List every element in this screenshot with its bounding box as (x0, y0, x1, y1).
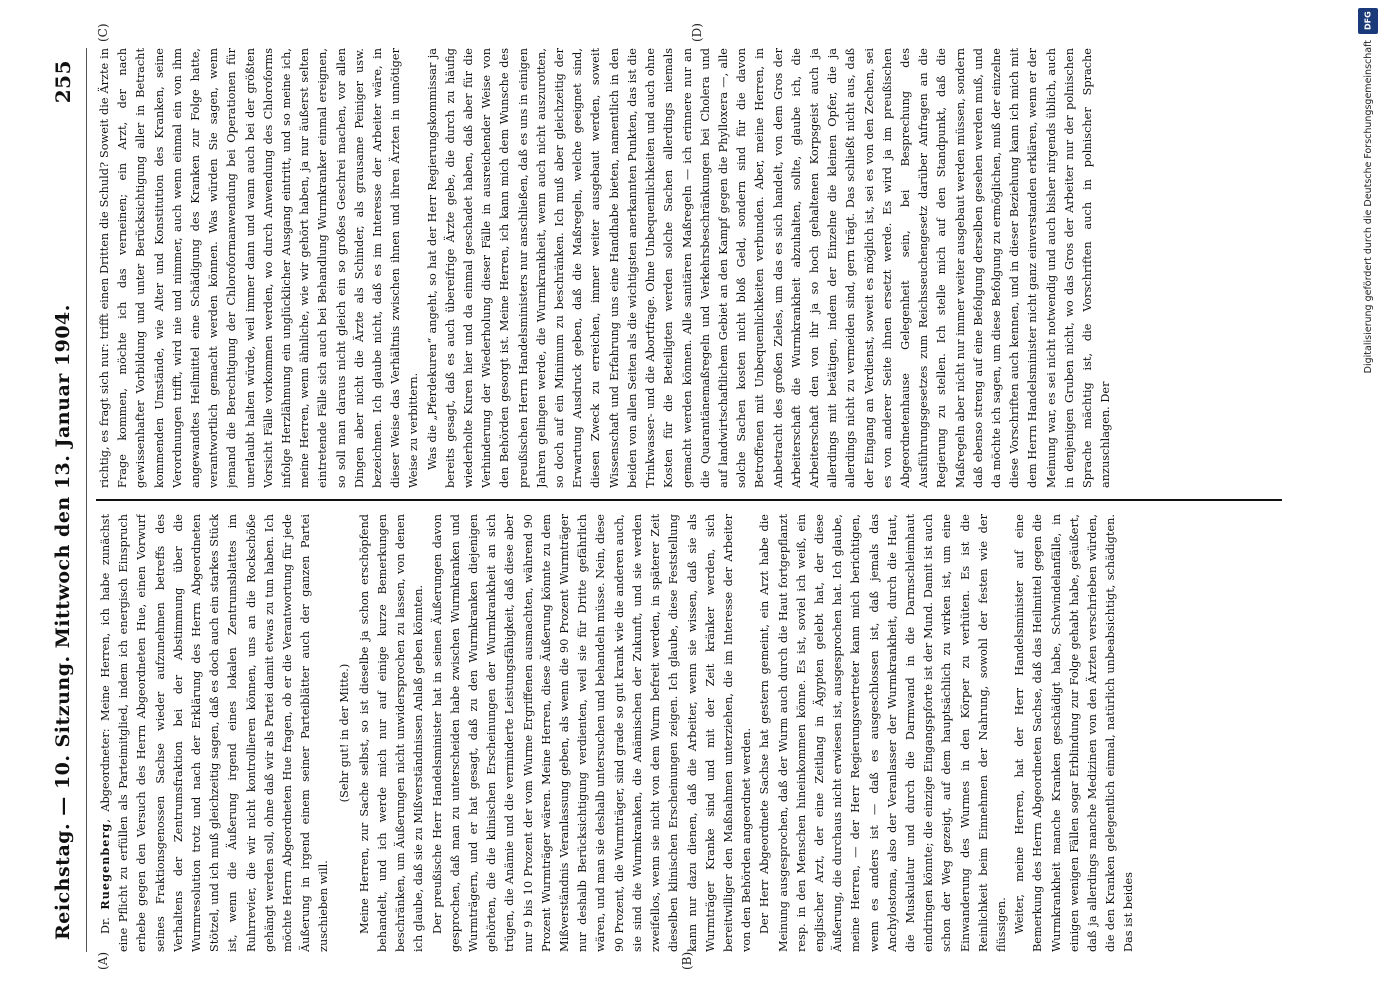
speaker-prefix: Dr. (99, 917, 112, 934)
paragraph: richtig, es fragt sich nur: trifft einen Dritten die Schuld? Soweit die Ärzte in Frage kommen, möchte ich das verneinen; ein Arzt, der nach gewissenhafter Vorbildung und unter Berücksichtigung aller in Betracht kommenden Umstände, wie Alter und Konstitution des Kranken, seine Verordnungen trifft, wird nie und nimmer, auch wenn einmal ein von ihm angewandtes Heilmittel eine Schädigung des Kranken zur Folge hatte, verantwortlich gemacht werden können. Was würden Sie sagen, wenn jemand die Berechtigung der Chloroformanwendung bei Operationen für unerlaubt halten würde, weil immer dann und wann auch bei der größten Vorsicht Fälle vorkommen werden, wo durch Anwendung des Chloroforms infolge Herzlähmung ein unglücklicher Ausgang eintritt, und so meine ich, meine Herren, wenn ähnliche, wie wir gehört haben, ja nur äußerst selten eintretende Fälle sich auch bei Behandlung Wurmkranker einmal ereignen, so soll man daraus nicht gleich ein so großes Geschrei machen, vor allen Dingen aber nicht die Ärzte als Schinder, als grausame Peiniger usw. bezeichnen. Ich glaube nicht, daß es im Interesse der Arbeiter wäre, in dieser Weise das Verhältnis zwischen ihnen und ihren Ärzten in unnötiger Weise zu verbittern. (98, 48, 421, 488)
credit-text: Digitalisierung gefördert durch die Deutsche Forschungsgemeinschaft (1362, 40, 1374, 374)
paragraph: Der Herr Abgeordnete Sachse hat gestern gemeint, ein Arzt habe die Meinung ausgesprochen, daß der Wurm auch durch die Haut fortgepflanzt resp. in den Menschen hineinkommen könne. Es ist, soviel ich weiß, ein englischer Arzt, der eine Zeitlang in Ägypten gelebt hat, der diese Äußerung, die durchaus nicht erwiesen ist, ausgesprochen hat. Ich glaube, meine Herren, — der Herr Regierungsvertreter kann mich berichtigen, wenn es anders ist — daß es ausgeschlossen ist, daß jemals das Anchylostoma, also der Veranlasser der Wurmkrankheit, durch die Haut, die Muskulatur und durch die Darmwand in die Darmschleimhaut eindringen könnte; die einzige Eingangspforte ist der Mund. Damit ist auch schon der Weg gezeigt, auf dem hauptsächlich zu wirken ist, um eine Einwanderung des Wurmes in den Körper zu verhüten. Es ist die Reinlichkeit beim Einnehmen der Nahrung, sowohl der festen wie der flüssigen. (758, 514, 1008, 952)
margin-mark-d: (D) (690, 23, 704, 42)
text-column-left (96, 514, 1276, 952)
digitization-credit (1355, 8, 1381, 992)
paragraph-text: , Abgeordneter: Meine Herren, ich habe zunächst eine Pflicht zu erfüllen als Parteimitglied, indem ich energisch Einspruch erhebe gegen den Versuch des Herrn Abgeordneten Hue, einen Vorwurf seines Fraktionsgenossen Sachse wieder aufzunehmen betreffs des Verhaltens der Zentrumsfraktion bei der Abstimmung über die Wurmresolution trotz und nach der Erklärung des Herrn Abgeordneten Stötzel, und ich muß gleichzeitig sagen, daß es doch auch ein starkes Stück ist, wenn die Äußerung irgend eines lokalen Zentrumsblattes im Ruhrrevier, die wir nicht kontrollieren können, uns an die Rockschöße gehängt werden soll, ohne daß wir als Partei damit etwas zu tun haben. Ich möchte Herrn Abgeordneten Hue fragen, ob er die Verantwortung für jede Äußerung in irgend einem seiner Parteiblätter auch der ganzen Partei zuschieben will. (99, 514, 331, 952)
paragraph: Weiter, meine Herren, hat der Herr Handelsminister auf eine Bemerkung des Herrn Abgeordneten Sachse, daß das Heilmittel gegen die Wurmkrankheit manche Kranken geschädigt habe, Schwindelanfälle, in einigen wenigen Fällen sogar Erblindung zur Folge gehabt habe, geäußert, daß ja allerdings manche Medizinen von den Ärzten verschrieben würden, die den Kranken gelegentlich einmal, natürlich unbeabsichtigt, schädigten. Das ist beides (1013, 514, 1136, 952)
column-divider (96, 499, 1282, 501)
paragraph: Der preußische Herr Handelsminister hat in seinen Äußerungen davon gesprochen, daß man zu unterscheiden habe zwischen Wurmkranken und Wurmträgern, und er hat gesagt, daß zu den Wurmkranken diejenigen gehörten, die die klinischen Erscheinungen der Wurmkrankheit an sich trügen, die Anämie und die verminderte Leistungsfähigkeit, daß diese aber nur 9 bis 10 Prozent der vom Wurme Ergriffenen ausmachten, während 90 Prozent Wurmträger wären. Meine Herren, diese Äußerung könnte zu dem Mißverständnis Veranlassung geben, als wenn die 90 Prozent Wurmträger nur deshalb Berücksichtigung verdienten, weil sie für Dritte gefährlich wären, und man sie deshalb untersuchen und behandeln müsse. Nein, diese 90 Prozent, die Wurmträger, sind grade so gut krank wie die anderen auch, sie sind die Wurmkranken, die Anämischen der Zukunft, und sie werden zweifellos, wenn sie nicht von dem Wurm befreit werden, in späterer Zeit dieselben klinischen Erscheinungen zeigen. Ich glaube, diese Feststellung kann nur dazu dienen, daß die Arbeiter, wenn sie wissen, daß sie als Wurmträger Kranke sind und mit der Zeit kränker werden, sich bereitwilliger den Maßnahmen unterziehen, die im Interesse der Arbeiter von den Behörden angeordnet werden. (430, 514, 754, 952)
speaker-name: Ruegenberg (98, 822, 112, 910)
margin-mark-b: (B) (680, 951, 694, 970)
paragraph: Meine Herren, zur Sache selbst, so ist dieselbe ja schon erschöpfend behandelt, und ich werde mich nur auf einige kurze Bemerkungen beschränken, um Äußerungen nicht unwidersprochen zu lassen, von denen ich glaube, daß sie zu Mißverständnissen Anlaß geben könnten. (357, 514, 426, 952)
page-header (46, 60, 80, 940)
paragraph (96, 514, 334, 952)
header-rule (86, 48, 87, 952)
header-title: Reichstag. — 10. Sitzung. Mittwoch den 13. Januar 1904. (52, 304, 74, 940)
paragraph: Was die „Pferdekuren“ angeht, so hat der Herr Regierungskommissar ja bereits gesagt, daß es auch übereifrige Ärzte gebe, die durch zu häufig wiederholte Kuren hier und da einmal geschadet haben, daß aber für die Verhinderung der Wiederholung dieser Fälle in ausreichender Weise von den Behörden gesorgt ist. Meine Herren, ich kann mich dem Wunsche des preußischen Herrn Handelsministers nur anschließen, daß es uns in einigen Jahren gelingen werde, die Wurmkrankheit, wenn auch nicht auszurotten, so doch auf ein Minimum zu beschränken. Ich muß aber gleichzeitig der Erwartung Ausdruck geben, daß die Maßregeln, welche geeignet sind, diesen Zweck zu erreichen, immer weiter ausgebaut werden, soweit Wissenschaft und Erfahrung uns eine Handhabe bieten, namentlich in den beiden von allen Seiten als die wichtigsten anerkannten Punkten, das ist die Trinkwasser- und die Abortfrage. Ohne Unbequemlichkeiten und auch ohne Kosten für die Beteiligten werden solche Sachen allerdings niemals gemacht werden können. Alle sanitären Maßregeln — ich erinnere nur an die Quarantänemaßregeln und Verkehrsbeschränkungen bei Cholera und auf landwirtschaftlichem Gebiet an den Kampf gegen die Phylloxera —, alle solche Sachen kosten nicht bloß Geld, sondern sind für die davon Betroffenen mit Unbequemlichkeiten verbunden. Aber, meine Herren, in Anbetracht des großen Zieles, um das es sich handelt, von dem Gros der Arbeiterschaft die Wurmkrankheit abzuhalten, sollte, glaube ich, die Arbeiterschaft den von ihr ja so hoch gehaltenen Korpsgeist auch ja allerdings mit betätigen, indem der Einzelne die kleinen Opfer, die ja allerdings nicht zu vermeiden sind, gern trägt. Das schließt nicht aus, daß der Eingang an Verdienst, soweit es möglich ist, sei es von den Zechen, sei es von anderer Seite ihnen ersetzt werde. Es wird ja im preußischen Abgeordnetenhause Gelegenheit sein, bei Besprechung des Ausführungsgesetzes zum Reichsseuchengesetz darüber Anfragen an die Regierung zu stellen. Ich stelle mich auf den Standpunkt, daß die Maßregeln aber nicht nur immer weiter ausgebaut werden müssen, sondern daß ebenso streng auf eine Befolgung derselben gesehen werden muß, und da möchte ich sagen, um diese Befolgung zu ermöglichen, muß der einzelne diese Vorschriften auch kennen, und in dieser Beziehung kann ich mich mit dem Herrn Handelsminister nicht ganz einverstanden erklären, wenn er der Meinung war, es sei nicht notwendig und auch bisher nirgends üblich, auch in denjenigen Gruben nicht, wo das Gros der Arbeiter nur der polnischen Sprache mächtig ist, die Vorschriften auch in polnischer Sprache anzuschlagen. Der (425, 48, 1113, 488)
margin-mark-a: (A) (96, 951, 110, 970)
margin-mark-c: (C) (96, 23, 110, 42)
dfg-logo: DFG (1358, 8, 1378, 34)
interjection: (Sehr gut! in der Mitte.) (337, 663, 351, 803)
text-column-right (96, 48, 1276, 488)
page-number: 255 (51, 60, 75, 104)
